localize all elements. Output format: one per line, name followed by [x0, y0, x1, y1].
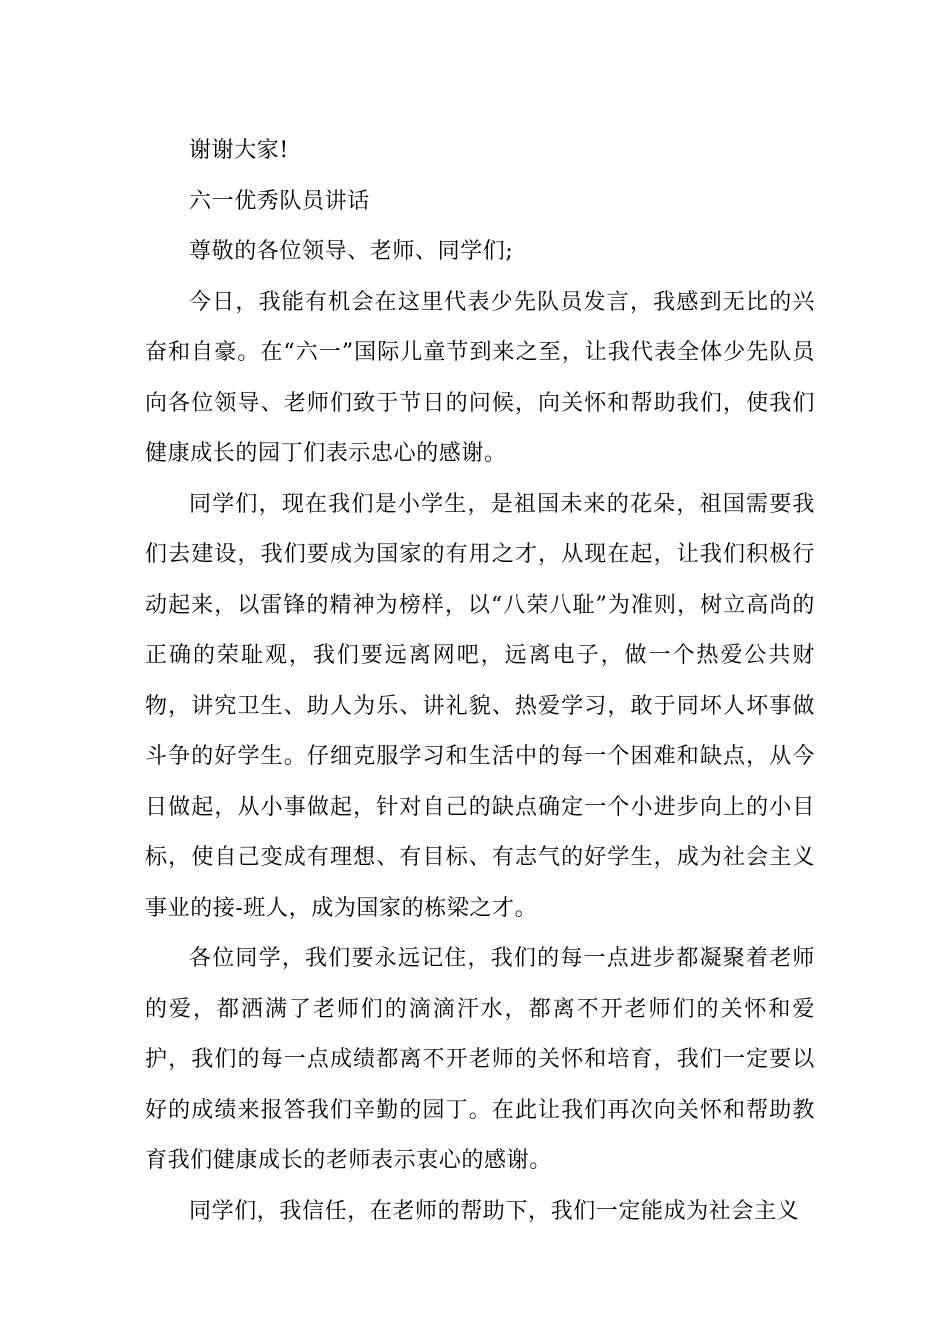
document-body — [145, 126, 815, 1237]
paragraph-closing-partial: 同学们，我信任，在老师的帮助下，我们一定能成为社会主义 — [189, 1198, 800, 1224]
closing-thanks: 谢谢大家! — [189, 138, 289, 163]
paragraph-goals: 同学们，现在我们是小学生，是祖国未来的花朵，祖国需要我们去建设，我们要成为国家的有用之才，从现在起，让我们积极行动起来，以雷锋的精神为榜样，以“八荣八耻”为准则，树立高尚的正确的荣耻观，我们要远离网吧，远离电子，做一个热爱公共财物，讲究卫生、助人为乐、讲礼貌、热爱学习，敢于同坏人坏事做斗争的好学生。仔细克服学习和生活中的每一个困难和缺点，从今日做起，从小事做起，针对自己的缺点确定一个小进步向上的小目标，使自己变成有理想、有目标、有志气的好学生，成为社会主义事业的接-班人，成为国家的栋梁之才。 — [145, 491, 815, 921]
paragraph-teachers: 各位同学，我们要永远记住，我们的每一点进步都凝聚着老师的爱，都洒满了老师们的滴滴汗水，都离不开老师们的关怀和爱护，我们的每一点成绩都离不开老师的关怀和培育，我们一定要以好的成绩来报答我们辛勤的园丁。在此让我们再次向关怀和帮助教育我们健康成长的老师表示衷心的感谢。 — [145, 946, 815, 1173]
salutation: 尊敬的各位领导、老师、同学们; — [189, 239, 514, 264]
speech-title: 六一优秀队员讲话 — [189, 188, 370, 214]
paragraph-opening: 今日，我能有机会在这里代表少先队员发言，我感到无比的兴奋和自豪。在“六一”国际儿童节到来之至，让我代表全体少先队员向各位领导、老师们致于节日的问候，向关怀和帮助我们，使我们健康成长的园丁们表示忠心的感谢。 — [145, 289, 815, 466]
